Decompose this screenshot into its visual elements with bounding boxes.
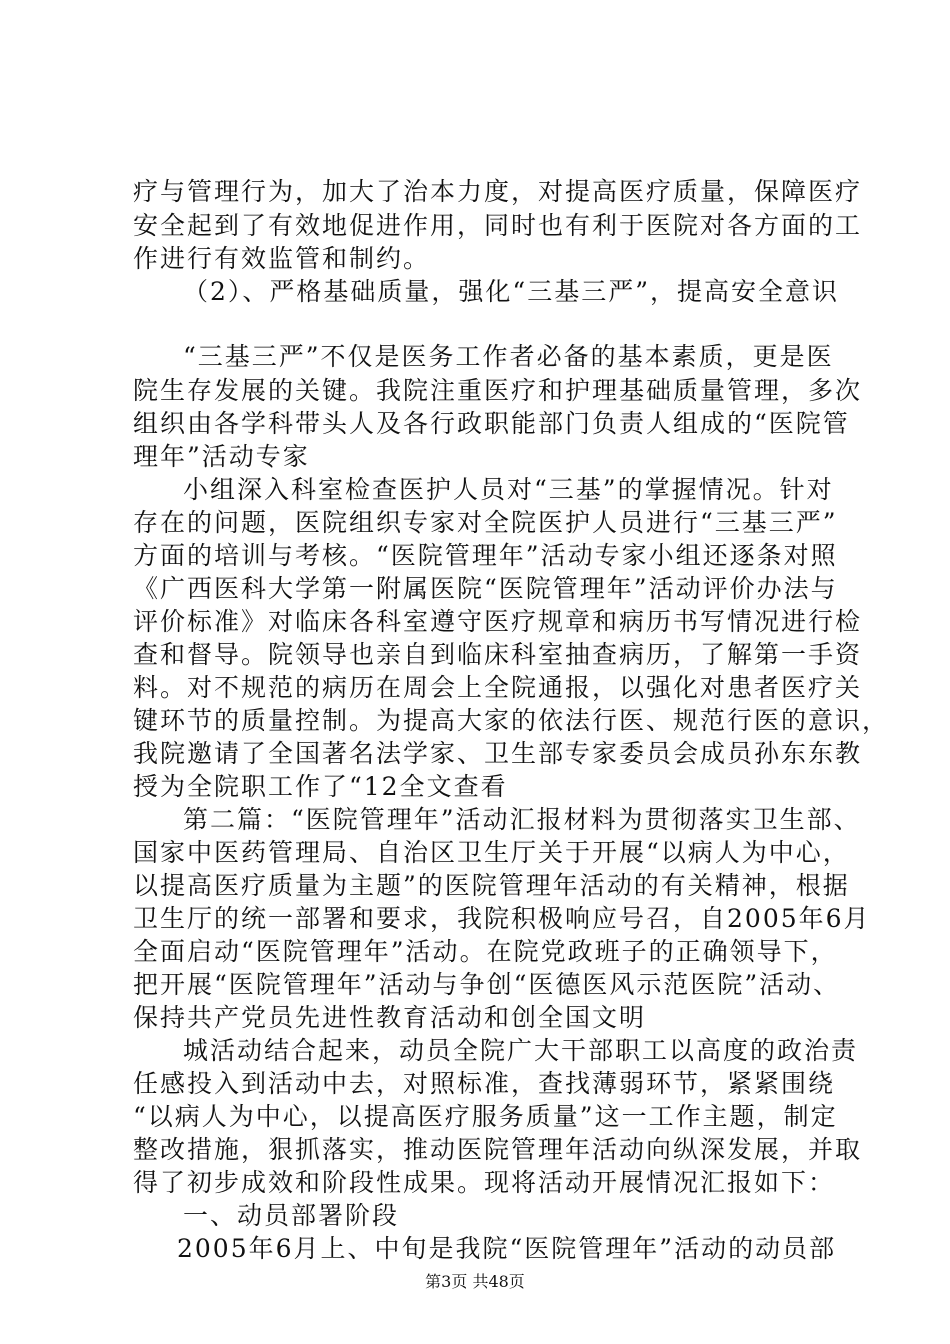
text-line: 任感投入到活动中去，对照标准，查找薄弱环节，紧紧围绕 — [133, 1069, 836, 1098]
text-line: 安全起到了有效地促进作用，同时也有利于医院对各方面的工 — [133, 211, 863, 240]
text-line: “以病人为中心，以提高医疗服务质量”这一工作主题，制定 — [133, 1102, 838, 1131]
text-line: 第二篇：“医院管理年”活动汇报材料为贯彻落实卫生部、 — [183, 805, 861, 834]
text-line: 以提高医疗质量为主题”的医院管理年活动的有关精神，根据 — [133, 871, 850, 900]
text-line: 理年”活动专家 — [133, 442, 310, 471]
text-line: 作进行有效监管和制约。 — [133, 244, 431, 273]
section-heading: 一、动员部署阶段 — [183, 1201, 400, 1230]
text-line: 《广西医科大学第一附属医院“医院管理年”活动评价办法与 — [133, 574, 838, 603]
text-line: 把开展“医院管理年”活动与争创“医德医风示范医院”活动、 — [133, 970, 841, 999]
text-line: 方面的培训与考核。“医院管理年”活动专家小组还逐条对照 — [133, 541, 838, 570]
text-line: 评价标准》对临床各科室遵守医疗规章和病历书写情况进行检 — [133, 607, 863, 636]
section-heading: （2）、严格基础质量，强化“三基三严”，提高安全意识 — [183, 277, 839, 306]
text-line: 卫生厅的统一部署和要求，我院积极响应号召，自2005年6月 — [133, 904, 871, 933]
text-line: 小组深入科室检查医护人员对“三基”的掌握情况。针对 — [183, 475, 834, 504]
text-line: 疗与管理行为，加大了治本力度，对提高医疗质量，保障医疗 — [133, 177, 863, 206]
text-line: 保持共产党员先进性教育活动和创全国文明 — [133, 1003, 647, 1032]
text-line: 存在的问题，医院组织专家对全院医护人员进行“三基三严” — [133, 508, 838, 537]
text-line: 授为全院职工作了“12全文查看 — [133, 772, 508, 801]
text-line: 得了初步成效和阶段性成果。现将活动开展情况汇报如下： — [133, 1168, 836, 1197]
text-line: 2005年6月上、中旬是我院“医院管理年”活动的动员部 — [177, 1234, 837, 1263]
text-line: 整改措施，狠抓落实，推动医院管理年活动向纵深发展，并取 — [133, 1135, 863, 1164]
text-line: 我院邀请了全国著名法学家、卫生部专家委员会成员孙东东教 — [133, 739, 863, 768]
text-line: 组织由各学科带头人及各行政职能部门负责人组成的“医院管 — [133, 409, 850, 438]
text-line: 国家中医药管理局、自治区卫生厅关于开展“以病人为中心， — [133, 838, 850, 867]
text-line: “三基三严”不仅是医务工作者必备的基本素质，更是医 — [183, 342, 834, 371]
page-number-footer: 第3页 共48页 — [425, 1272, 525, 1291]
text-line: 院生存发展的关键。我院注重医疗和护理基础质量管理，多次 — [133, 376, 863, 405]
text-line: 料。对不规范的病历在周会上全院通报，以强化对患者医疗关 — [133, 673, 863, 702]
text-line: 键环节的质量控制。为提高大家的依法行医、规范行医的意识， — [133, 706, 890, 735]
text-line: 查和督导。院领导也亲自到临床科室抽查病历，了解第一手资 — [133, 640, 863, 669]
text-line: 全面启动“医院管理年”活动。在院党政班子的正确领导下， — [133, 937, 838, 966]
text-line: 城活动结合起来，动员全院广大干部职工以高度的政治责 — [183, 1036, 859, 1065]
